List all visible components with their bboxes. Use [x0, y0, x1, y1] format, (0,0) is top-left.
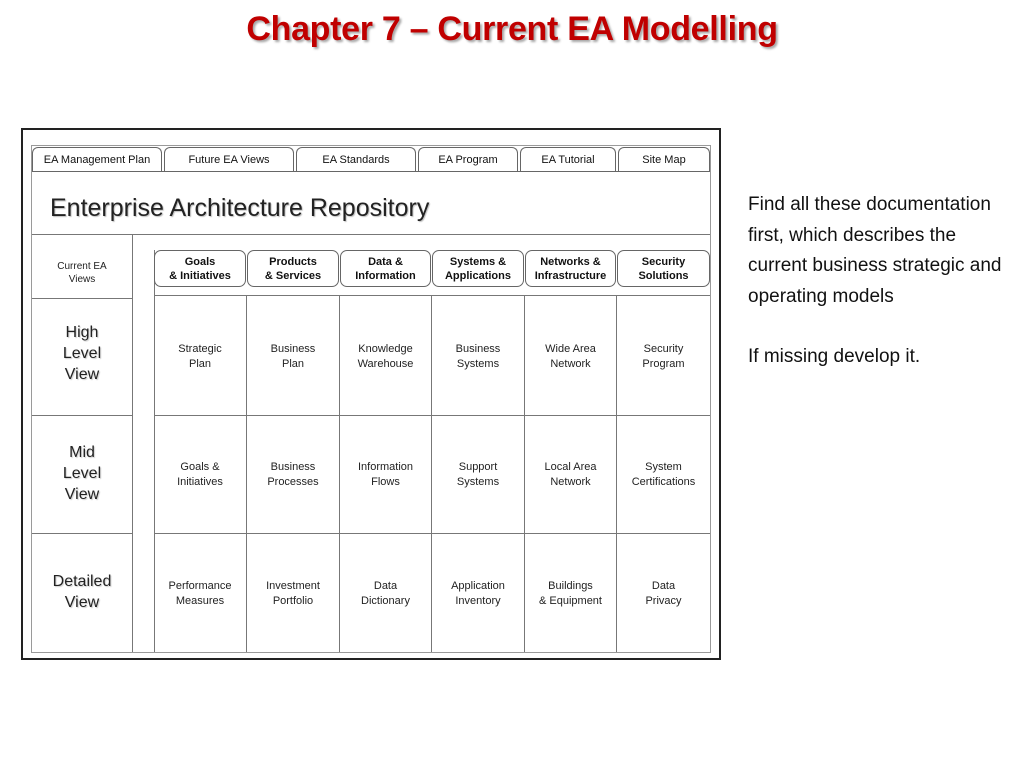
cell-business-systems[interactable]: Business Systems — [455, 343, 501, 370]
cell-knowledge-warehouse[interactable]: Knowledge Warehouse — [357, 343, 414, 370]
tab-ea-standards[interactable]: EA Standards — [296, 147, 416, 171]
column-header-security[interactable]: Security Solutions — [617, 250, 710, 287]
row-label-mid-level: Mid Level View — [62, 444, 102, 503]
tab-site-map[interactable]: Site Map — [618, 147, 710, 171]
cell-wide-area-network[interactable]: Wide Area Network — [545, 343, 596, 370]
cell-security-program[interactable]: Security Program — [642, 343, 685, 370]
cell-support-systems[interactable]: Support Systems — [456, 461, 500, 488]
column-header-products[interactable]: Products & Services — [247, 250, 339, 287]
note-find-documentation: Find all these documentation first, which describes the current business strategic and operating models — [748, 194, 1002, 307]
cell-data-dictionary[interactable]: Data Dictionary — [361, 580, 410, 607]
repository-panel — [31, 145, 711, 653]
note-if-missing: If missing develop it. — [748, 346, 921, 367]
column-header-systems[interactable]: Systems & Applications — [432, 250, 524, 287]
column-header-goals[interactable]: Goals & Initiatives — [154, 250, 246, 287]
cell-system-certifications[interactable]: System Certifications — [631, 461, 696, 488]
cell-strategic-plan[interactable]: Strategic Plan — [178, 343, 222, 370]
repository-title: Enterprise Architecture Repository — [50, 194, 430, 222]
tab-bar-underline — [32, 171, 710, 172]
cell-data-privacy[interactable]: Data Privacy — [645, 580, 682, 607]
tab-ea-program[interactable]: EA Program — [418, 147, 518, 171]
cell-business-plan[interactable]: Business Plan — [270, 343, 316, 370]
row-label-high-level: High Level View — [62, 324, 102, 383]
cell-information-flows[interactable]: Information Flows — [357, 461, 414, 488]
cell-goals-initiatives[interactable]: Goals & Initiatives — [177, 461, 223, 488]
views-label-divider — [32, 298, 132, 299]
cell-business-processes[interactable]: Business Processes — [267, 461, 319, 488]
repository-diagram — [21, 128, 721, 660]
grid-row-divider-1 — [154, 415, 710, 416]
side-notes — [748, 190, 1008, 373]
tab-ea-management-plan[interactable]: EA Management Plan — [32, 147, 162, 171]
grid-row-divider-2 — [154, 533, 710, 534]
row-label-divider-2 — [32, 533, 132, 534]
cell-investment-portfolio[interactable]: Investment Portfolio — [266, 580, 320, 607]
cell-performance-measures[interactable]: Performance Measures — [168, 580, 232, 607]
header-divider — [32, 234, 710, 235]
column-header-networks[interactable]: Networks & Infrastructure — [525, 250, 616, 287]
cell-local-area-network[interactable]: Local Area Network — [544, 461, 597, 488]
tab-bar — [32, 146, 712, 172]
left-column-divider — [132, 234, 133, 652]
grid-top-border — [154, 295, 710, 296]
current-ea-views-label: Current EA Views — [57, 261, 107, 285]
row-label-divider-1 — [32, 415, 132, 416]
row-label-detailed: Detailed View — [52, 573, 112, 611]
slide-title: Chapter 7 – Current EA Modelling — [246, 10, 778, 48]
column-header-data[interactable]: Data & Information — [340, 250, 431, 287]
cell-buildings-equipment[interactable]: Buildings & Equipment — [539, 580, 602, 607]
tab-ea-tutorial[interactable]: EA Tutorial — [520, 147, 616, 171]
cell-application-inventory[interactable]: Application Inventory — [451, 580, 505, 607]
tab-future-ea-views[interactable]: Future EA Views — [164, 147, 294, 171]
